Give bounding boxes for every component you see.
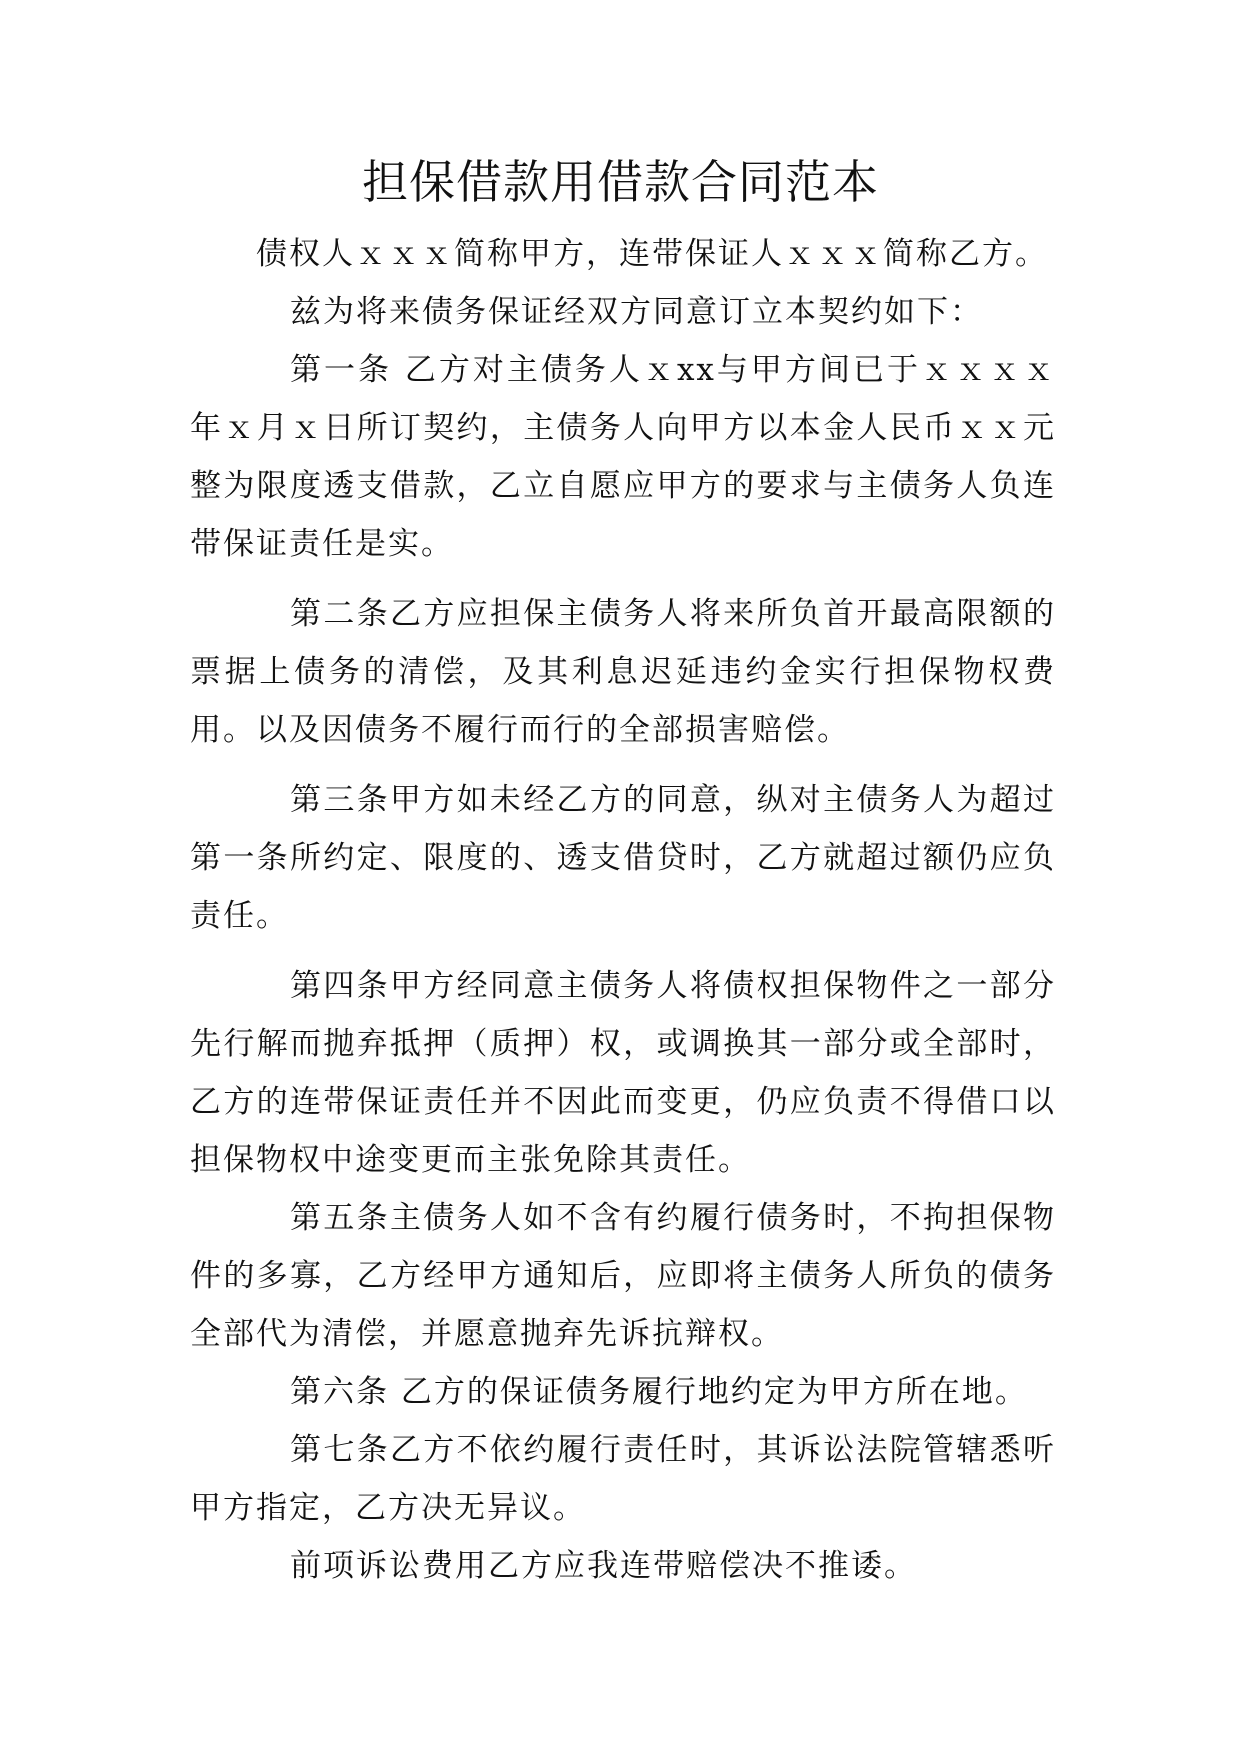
paragraph-litigation-costs: 前项诉讼费用乙方应我连带赔偿决不推诿。: [290, 1548, 917, 1584]
document-body: [190, 225, 1056, 1595]
paragraph-article-7: 第七条乙方不依约履行责任时，其诉讼法院管辖悉听甲方指定，乙方决无异议。: [190, 1432, 1056, 1526]
paragraph-article-2: 第二条乙方应担保主债务人将来所负首开最高限额的票据上债务的清偿，及其利息迟延违约金实行担保物权费用。以及因债务不履行而行的全部损害赔偿。: [190, 596, 1056, 748]
document-title: 担保借款用借款合同范本: [362, 155, 879, 209]
paragraph-preamble: 兹为将来债务保证经双方同意订立本契约如下：: [290, 294, 983, 330]
paragraph-article-3: 第三条甲方如未经乙方的同意，纵对主债务人为超过第一条所约定、限度的、透支借贷时，乙方就超过额仍应负责任。: [190, 782, 1056, 934]
paragraph-article-4: 第四条甲方经同意主债务人将债权担保物件之一部分先行解而抛弃抵押（质押）权，或调换其一部分或全部时，乙方的连带保证责任并不因此而变更，仍应负责不得借口以担保物权中途变更而主张免除其责任。: [190, 968, 1056, 1178]
paragraph-article-6: 第六条 乙方的保证债务履行地约定为甲方所在地。: [290, 1374, 1028, 1410]
paragraph-article-5: 第五条主债务人如不含有约履行债务时，不拘担保物件的多寡，乙方经甲方通知后，应即将主债务人所负的债务全部代为清偿，并愿意抛弃先诉抗辩权。: [190, 1200, 1056, 1352]
paragraph-article-1: 第一条 乙方对主债务人ｘxx与甲方间已于ｘｘｘｘ年ｘ月ｘ日所订契约，主债务人向甲方以本金人民币ｘｘ元整为限度透支借款，乙立自愿应甲方的要求与主债务人负连带保证责任是实。: [190, 352, 1056, 562]
paragraph-parties: 债权人ｘｘｘ简称甲方，连带保证人ｘｘｘ简称乙方。: [256, 236, 1048, 272]
